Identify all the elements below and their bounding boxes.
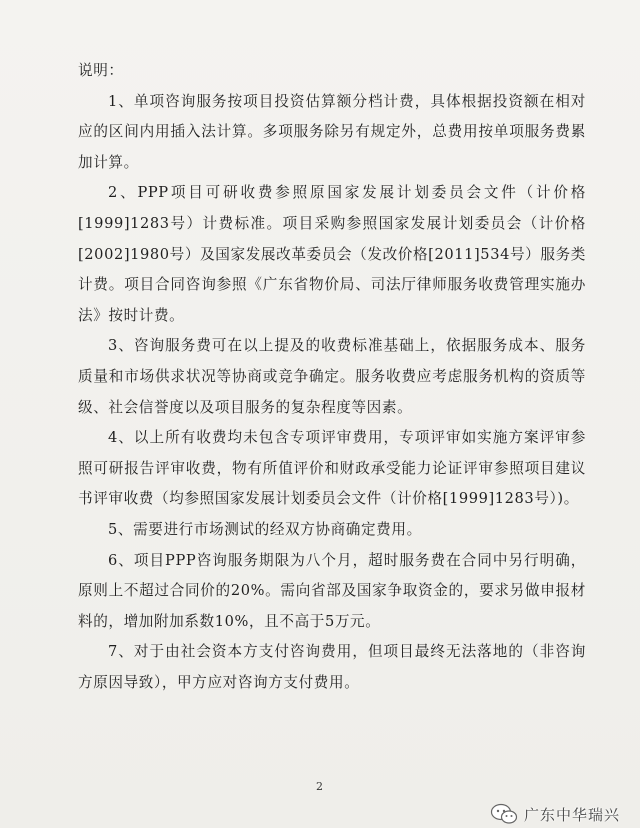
note-paragraph-3: 3、咨询服务费可在以上提及的收费标准基础上，依据服务成本、服务质量和市场供求状况等协商或竞争确定。服务收费应考虑服务机构的资质等级、社会信誉度以及项目服务的复杂程度等因素。 bbox=[78, 337, 586, 416]
note-paragraph-4: 4、以上所有收费均未包含专项评审费用，专项评审如实施方案评审参照可研报告评审收费，物有所值评价和财政承受能力论证评审参照项目建议书评审收费（均参照国家发展计划委员会文件（计价格[1999]1283号）)。 bbox=[78, 429, 586, 508]
page-number: 2 bbox=[316, 780, 323, 793]
note-paragraph-6: 6、项目PPP咨询服务期限为八个月，超时服务费在合同中另行明确，原则上不超过合同价的20%。需向省部及国家争取资金的，要求另做申报材料的，增加附加系数10%，且不高于5万元。 bbox=[78, 551, 586, 630]
wechat-icon bbox=[490, 803, 518, 825]
notes-heading: 说明： bbox=[78, 62, 124, 79]
note-paragraph-1: 1、单项咨询服务按项目投资估算额分档计费，具体根据投资额在相对应的区间内用插入法计算。多项服务除另有规定外，总费用按单项服务费累加计算。 bbox=[78, 92, 586, 171]
note-paragraph-2: 2、PPP项目可研收费参照原国家发展计划委员会文件（计价格[1999]1283号）计费标准。项目采购参照国家发展计划委员会（计价格[2002]1980号）及国家发展改革委员会（发改价格[2011]534号）服务类计费。项目合同咨询参照《广东省物价局、司法厅律师服务收费管理实施办法》按时计费。 bbox=[78, 184, 586, 324]
document-body bbox=[78, 56, 586, 698]
note-paragraph-5: 5、需要进行市场测试的经双方协商确定费用。 bbox=[108, 520, 422, 538]
wechat-watermark bbox=[490, 800, 640, 828]
note-paragraph-7: 7、对于由社会资本方支付咨询费用，但项目最终无法落地的（非咨询方原因导致），甲方应对咨询方支付费用。 bbox=[78, 643, 586, 691]
watermark-text: 广东中华瑞兴 bbox=[524, 805, 621, 824]
